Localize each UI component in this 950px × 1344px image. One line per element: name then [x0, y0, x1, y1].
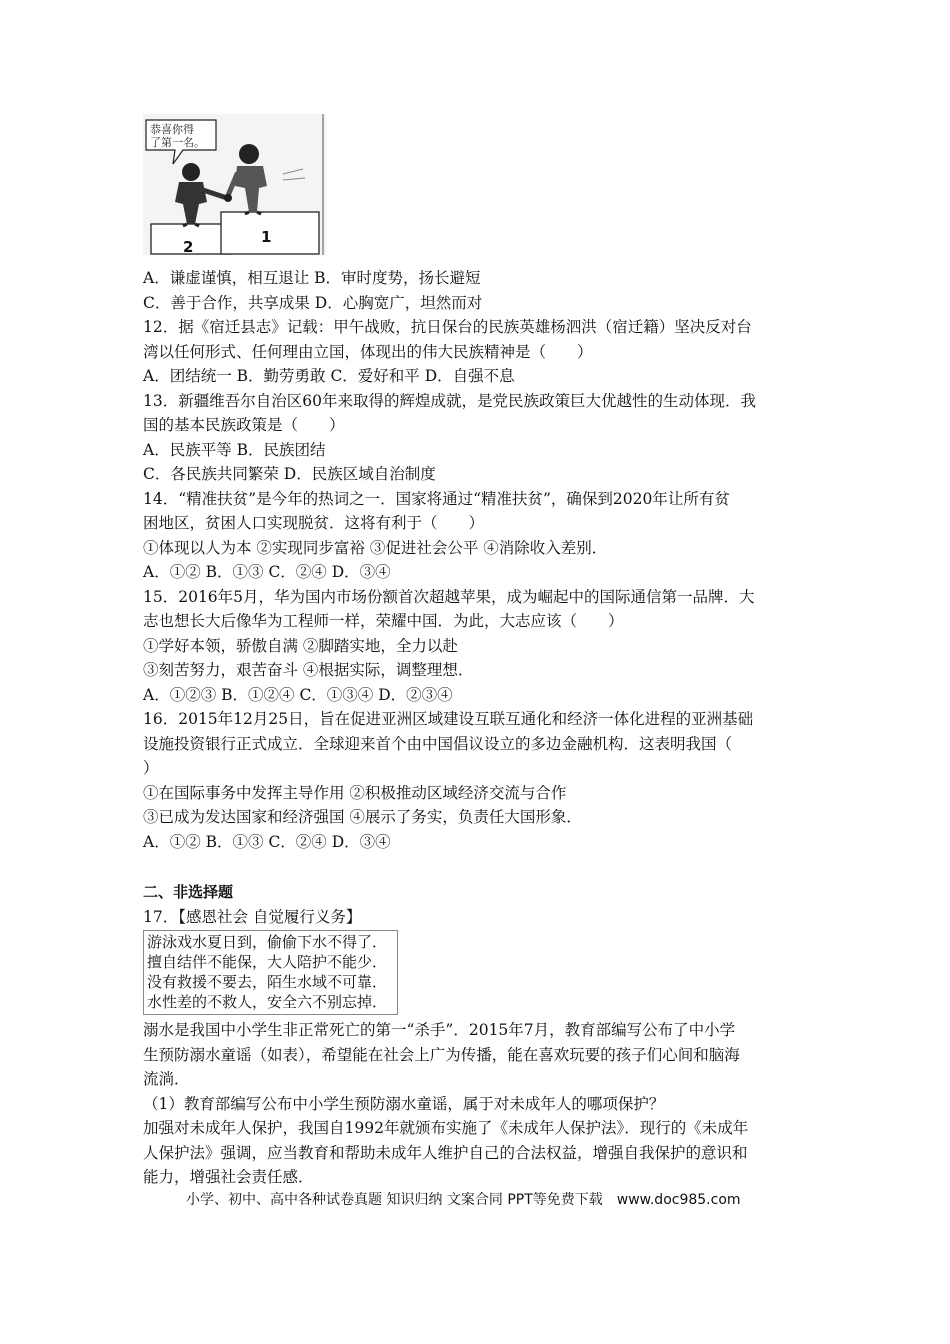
q15-statements-2: ③刻苦努力，艰苦奋斗 ④根据实际，调整理想．: [143, 661, 474, 679]
q14-options: A．①② B．①③ C．②④ D．③④: [143, 563, 391, 581]
q13-stem-line-1: 13．新疆维吾尔自治区60年来取得的辉煌成就，是党民族政策巨大优越性的生动体现．我: [143, 391, 756, 410]
q11-options-ab: A．谦虚谨慎，相互退让 B．审时度势，扬长避短: [143, 269, 481, 287]
speech-bubble-line-2: 了第一名。: [150, 136, 205, 149]
q15-statements-1: ①学好本领，骄傲自满 ②脚踏实地，全力以赴: [143, 636, 458, 655]
q17-passage-line-1: 溺水是我国中小学生非正常死亡的第一“杀手”．2015年7月，教育部编写公布了中小学: [143, 1021, 736, 1039]
q17-title: 17．【感恩社会 自觉履行义务】: [143, 907, 362, 926]
q14-stem-line-1: 14．“精准扶贫”是今年的热词之一．国家将通过“精准扶贫”，确保到2020年让所有贫: [143, 489, 730, 508]
q17-sub-question-1: （1）教育部编写公布中小学生预防溺水童谣，属于对未成年人的哪项保护？: [143, 1094, 665, 1113]
q17-answer-line-2: 人保护法》强调，应当教育和帮助未成年人维护自己的合法权益，增强自我保护的意识和: [143, 1143, 748, 1162]
q16-statements-2: ③已成为发达国家和经济强国 ④展示了务实，负责任大国形象．: [143, 808, 582, 826]
q16-stem-line-2: 设施投资银行正式成立．全球迎来首个由中国倡议设立的多边金融机构．这表明我国（: [143, 734, 733, 753]
speech-bubble-line-1: 恭喜你得: [150, 123, 194, 136]
poem-table: [143, 930, 398, 1015]
q13-options-cd: C．各民族共同繁荣 D．民族区域自治制度: [143, 465, 436, 483]
q13-stem-line-2: 国的基本民族政策是（ ）: [143, 416, 345, 434]
podium-label-1: 1: [261, 228, 272, 246]
question-text-block: [143, 266, 823, 1190]
q12-stem-line-2: 湾以任何形式、任何理由立国，体现出的伟大民族精神是（ ）: [143, 342, 593, 361]
q17-answer-line-1: 加强对未成年人保护，我国自1992年就颁布实施了《未成年人保护法》．现行的《未成年: [143, 1119, 749, 1137]
q16-statements-1: ①在国际事务中发挥主导作用 ②积极推动区域经济交流与合作: [143, 783, 567, 802]
q13-options-ab: A．民族平等 B．民族团结: [143, 440, 326, 459]
poem-line: 水性差的不救人，安全六不别忘掉．: [147, 993, 388, 1011]
q14-statements: ①体现以人为本 ②实现同步富裕 ③促进社会公平 ④消除收入差别．: [143, 538, 608, 557]
q15-stem-line-1: 15．2016年5月，华为国内市场份额首次超越苹果，成为崛起中的国际通信第一品牌．大: [143, 587, 755, 606]
q14-stem-line-2: 困地区，贫困人口实现脱贫．这将有利于（ ）: [143, 514, 485, 532]
q12-stem-line-1: 12．据《宿迁县志》记载：甲午战败，抗日保台的民族英雄杨泗洪（宿迁籍）坚决反对台: [143, 318, 752, 336]
podium-label-2: 2: [183, 238, 194, 255]
q15-stem-line-2: 志也想长大后像华为工程师一样，荣耀中国．为此，大志应该（ ）: [143, 612, 624, 630]
poem-line: 游泳戏水夏日到，偷偷下水不得了．: [147, 933, 388, 951]
q12-options: A．团结统一 B．勤劳勇敢 C．爱好和平 D．自强不息: [143, 367, 515, 385]
q16-stem-line-3: ）: [143, 759, 159, 777]
poem-line: 没有救援不要去，陌生水域不可靠．: [147, 973, 388, 991]
q11-options-cd: C．善于合作，共享成果 D．心胸宽广，坦然而对: [143, 293, 483, 312]
q17-passage-line-3: 流淌．: [143, 1070, 190, 1088]
section-heading: 二、非选择题: [143, 883, 234, 901]
footer-watermark: 小学、初中、高中各种试卷真题 知识归纳 文案合同 PPT等免费下载 www.doc985.com: [186, 1192, 741, 1208]
poem-line: 擅自结伴不能保，大人陪护不能少．: [147, 953, 388, 971]
q16-options: A．①② B．①③ C．②④ D．③④: [143, 832, 391, 851]
q17-answer-line-3: 能力，增强社会责任感．: [143, 1168, 314, 1186]
q16-stem-line-1: 16．2015年12月25日，旨在促进亚洲区域建设互联互通化和经济一体化进程的亚洲基础: [143, 710, 754, 728]
q17-passage-line-2: 生预防溺水童谣（如表），希望能在社会上广为传播，能在喜欢玩要的孩子们心间和脑海: [143, 1045, 740, 1064]
handshake-cartoon-image: [143, 114, 326, 255]
q15-options: A．①②③ B．①②④ C．①③④ D．②③④: [143, 685, 453, 704]
